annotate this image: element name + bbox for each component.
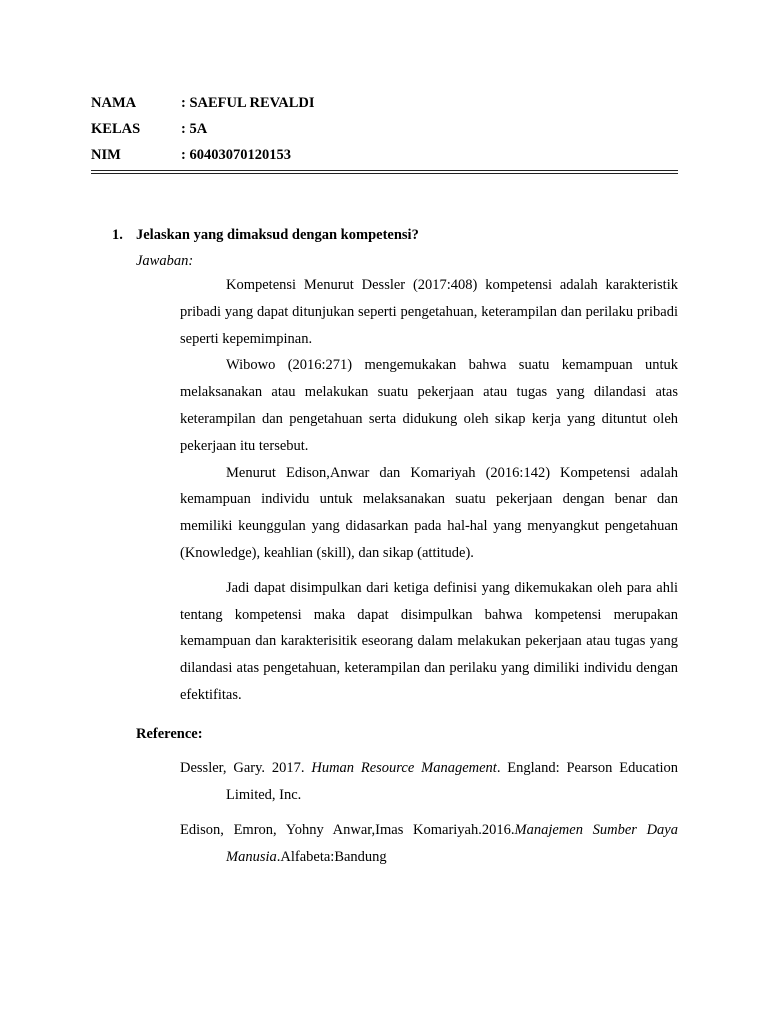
class-label: KELAS [91, 121, 141, 137]
answer-paragraph: Menurut Edison,Anwar dan Komariyah (2016:142) Kompetensi adalah kemampuan individu untuk melaksanakan suatu pekerjaan dengan benar dan memiliki keunggulan yang didasarkan pada hal-hal yang menyangkut pengetahuan (Knowledge), keahlian (skill), dan sikap (attitude). [180, 464, 678, 561]
question-number: 1. [112, 227, 123, 243]
reference-title: Human Resource Management [311, 759, 497, 776]
answer-body [180, 272, 678, 709]
class-row [91, 118, 678, 144]
answer-label: Jawaban: [136, 253, 194, 269]
reference-title: Manajemen Sumber Daya Manusia [226, 821, 678, 865]
reference-author: Dessler, Gary. 2017. [180, 759, 312, 776]
header-divider [91, 170, 678, 174]
nim-value: : 60403070120153 [181, 147, 291, 163]
reference-heading: Reference: [136, 725, 203, 742]
answer-paragraph: Wibowo (2016:271) mengemukakan bahwa suatu kemampuan untuk melaksanakan atau melakukan suatu pekerjaan atau tugas yang dilandasi atas keterampilan dan pengetahuan serta didukung oleh sikap kerja yang dituntut oleh pekerjaan itu tersebut. [180, 357, 678, 454]
name-label: NAMA [91, 95, 137, 111]
reference-publisher: .Alfabeta:Bandung [276, 848, 387, 865]
name-value: : SAEFUL REVALDI [181, 95, 315, 111]
name-row [91, 92, 678, 118]
question-line [112, 224, 678, 246]
reference-author: Edison, Emron, Yohny Anwar,Imas Komariyah.2016. [180, 821, 515, 838]
nim-label: NIM [91, 147, 121, 163]
reference-item [180, 755, 678, 809]
reference-item [180, 817, 678, 871]
nim-row [91, 144, 678, 170]
question-text: Jelaskan yang dimaksud dengan kompetensi? [136, 227, 419, 243]
reference-publisher: . England: Pearson Education Limited, Inc. [226, 759, 679, 803]
answer-paragraph: Jadi dapat disimpulkan dari ketiga definisi yang dikemukakan oleh para ahli tentang kompetensi maka dapat disimpulkan bahwa kompetensi merupakan kemampuan dan karakterisitik eseorang dalam melakukan pekerjaan atau tugas yang dilandasi atas pengetahuan, keterampilan dan perilaku yang dimiliki individu dengan efektifitas. [180, 579, 678, 703]
class-value: : 5A [181, 121, 208, 137]
reference-list [180, 755, 678, 871]
question-section [112, 224, 678, 871]
answer-paragraph: Kompetensi Menurut Dessler (2017:408) kompetensi adalah karakteristik pribadi yang dapat ditunjukan seperti pengetahuan, keterampilan dan perilaku pribadi seperti kepemimpinan. [180, 277, 678, 347]
student-info-header [91, 92, 678, 174]
